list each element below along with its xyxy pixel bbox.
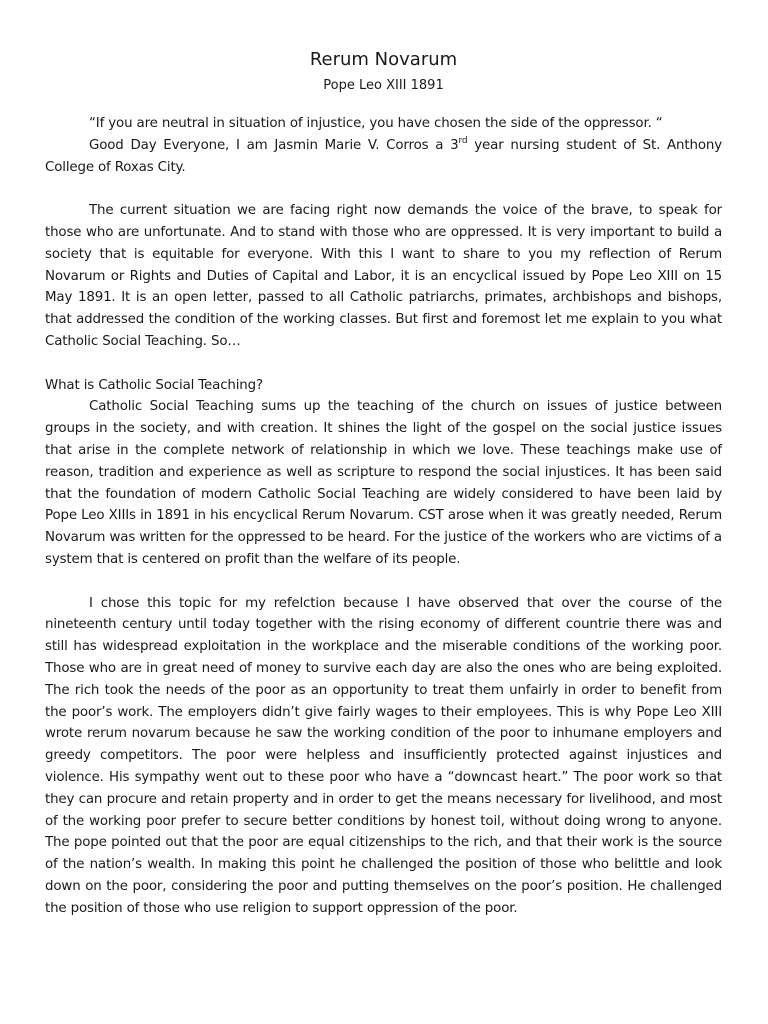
opening-quote: “If you are neutral in situation of injustice, you have chosen the side of the oppressor. “ (89, 116, 663, 131)
document-page (45, 48, 722, 919)
paragraph-cst: Catholic Social Teaching sums up the teaching of the church on issues of justice between groups in the society, and with creation. It shines the light of the gospel on the social justice issues that arise in the complete network of relationship in which we love. These teachings make use of reason, tradition and experience as well as scripture to respond the social injustices. It has been said that the foundation of modern Catholic Social Teaching are widely considered to have been laid by Pope Leo XIIIs in 1891 in his encyclical Rerum Novarum. CST arose when it was greatly needed, Rerum Novarum was written for the oppressed to be heard. For the justice of the workers who are victims of a system that is centered on profit than the welfare of its people. (45, 399, 722, 567)
section-heading-cst: What is Catholic Social Teaching? (45, 377, 263, 393)
introduction-text-end: year nursing student of St. Anthony College of Roxas City. (45, 137, 722, 175)
paragraph-reflection: I chose this topic for my refelction because I have observed that over the course of the nineteenth century until today together with the rising economy of different countrie there was and still has widespread exploitation in the workplace and the miserable conditions of the working poor. Those who are in great need of money to survive each day are also the ones who are being exploited. The rich took the needs of the poor as an opportunity to treat them unfairly in order to benefit from the poor’s work. The employers didn’t give fairly wages to their employees. This is why Pope Leo XIII wrote rerum novarum because he saw the working condition of the poor to inhumane employers and greedy competitors. The poor were helpless and insufficiently protected against injustices and violence. His sympathy went out to these poor who have a “downcast heart.” The poor work so that they can procure and retain property and in order to get the means necessary for livelihood, and most of the working poor prefer to secure better conditions by honest toil, without doing wrong to anyone. The pope pointed out that the poor are equal citizenships to the rich, and that their work is the source of the nation’s wealth. In making this point he challenged the position of those who belittle and look down on the poor, considering the poor and putting themselves on the poor’s position. He challenged the position of those who use religion to support oppression of the poor. (45, 595, 722, 916)
document-title: Rerum Novarum (309, 49, 458, 70)
document-body (45, 113, 722, 919)
introduction-text: Good Day Everyone, I am Jasmin Marie V. Corros a 3 (89, 137, 459, 153)
document-subtitle: Pope Leo XIII 1891 (323, 78, 444, 93)
ordinal-suffix: rd (458, 135, 468, 146)
introduction (45, 135, 722, 179)
paragraph-current-situation: The current situation we are facing right now demands the voice of the brave, to speak for those who are unfortunate. And to stand with those who are oppressed. It is very important to build a society that is equitable for everyone. With this I want to share to you my reflection of Rerum Novarum or Rights and Duties of Capital and Labor, it is an encyclical issued by Pope Leo XIII on 15 May 1891. It is an open letter, passed to all Catholic patriarchs, primates, archbishops and bishops, that addressed the condition of the working classes. But first and foremost let me explain to you what Catholic Social Teaching. So… (45, 203, 722, 349)
